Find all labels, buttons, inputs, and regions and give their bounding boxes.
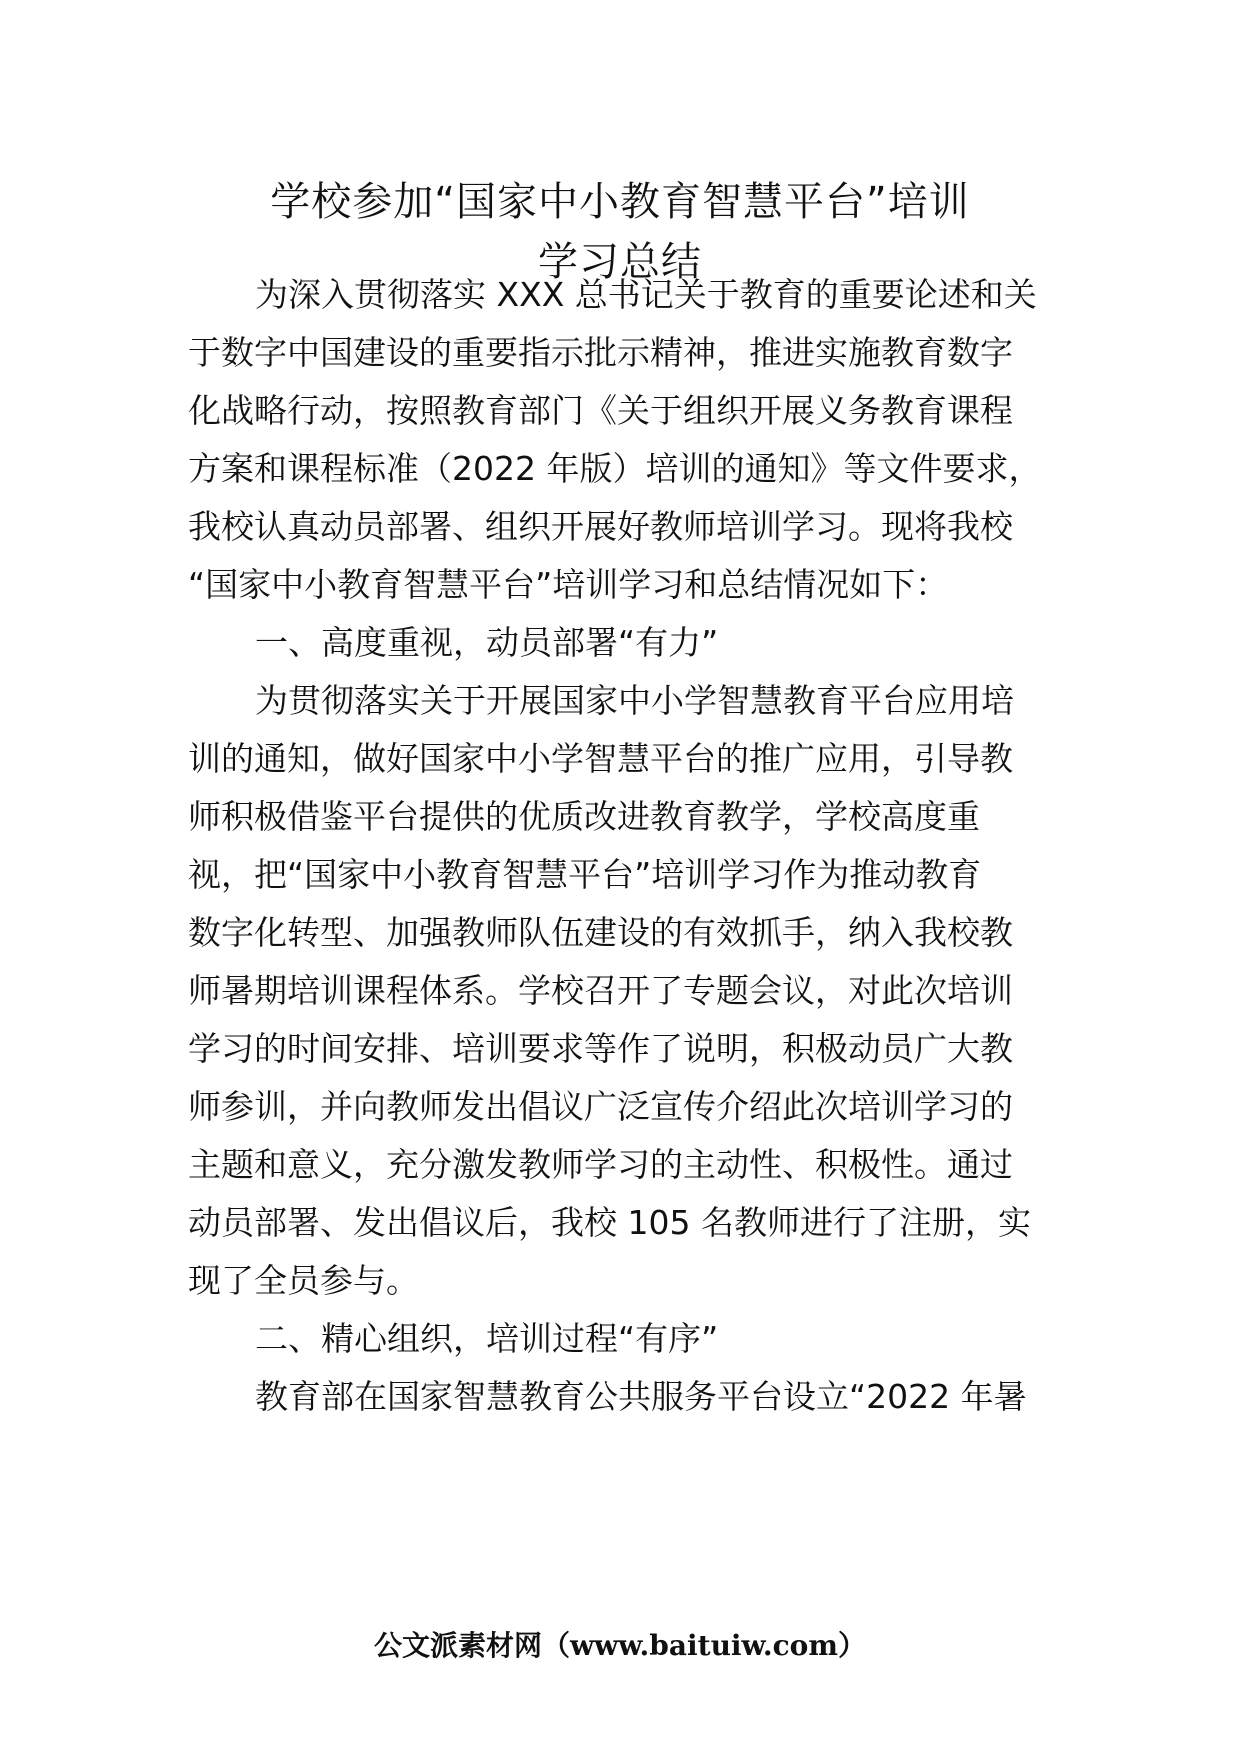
paragraph-line: 为贯彻落实关于开展国家中小学智慧教育平台应用培 [255, 681, 1014, 720]
paragraph-line: 化战略行动，按照教育部门《关于组织开展义务教育课程 [188, 391, 1013, 430]
paragraph-line: 为深入贯彻落实 XXX 总书记关于教育的重要论述和关 [255, 275, 1037, 314]
document-title-line-2: 学习总结 [538, 239, 702, 285]
paragraph-line: 方案和课程标准（2022 年版）培训的通知》等文件要求， [188, 449, 1042, 488]
document-title-line-1: 学校参加“国家中小教育智慧平台”培训 [270, 179, 970, 225]
paragraph-line: 我校认真动员部署、组织开展好教师培训学习。现将我校 [188, 507, 1013, 546]
paragraph-line: 视，把“国家中小教育智慧平台”培训学习作为推动教育 [188, 855, 982, 894]
paragraph-line: 师参训，并向教师发出倡议广泛宣传介绍此次培训学习的 [188, 1087, 1013, 1126]
section-heading-1: 一、高度重视，动员部署“有力” [255, 623, 719, 662]
paragraph-line: “国家中小教育智慧平台”培训学习和总结情况如下： [188, 565, 949, 604]
paragraph-line: 训的通知，做好国家中小学智慧平台的推广应用，引导教 [188, 739, 1013, 778]
paragraph-line: 主题和意义，充分激发教师学习的主动性、积极性。通过 [188, 1145, 1013, 1184]
paragraph-line: 数字化转型、加强教师队伍建设的有效抓手，纳入我校教 [188, 913, 1013, 952]
footer-watermark: 公文派素材网（www.baituiw.com） [374, 1629, 866, 1662]
paragraph-line: 动员部署、发出倡议后，我校 105 名教师进行了注册，实 [188, 1203, 1031, 1242]
paragraph-line: 师暑期培训课程体系。学校召开了专题会议，对此次培训 [188, 971, 1013, 1010]
paragraph-line: 现了全员参与。 [188, 1261, 419, 1300]
paragraph-line: 于数字中国建设的重要指示批示精神，推进实施教育数字 [188, 333, 1013, 372]
paragraph-line: 教育部在国家智慧教育公共服务平台设立“2022 年暑 [255, 1377, 1027, 1416]
paragraph-line: 师积极借鉴平台提供的优质改进教育教学，学校高度重 [188, 797, 980, 836]
section-heading-2: 二、精心组织，培训过程“有序” [255, 1319, 719, 1358]
paragraph-line: 学习的时间安排、培训要求等作了说明，积极动员广大教 [188, 1029, 1013, 1068]
